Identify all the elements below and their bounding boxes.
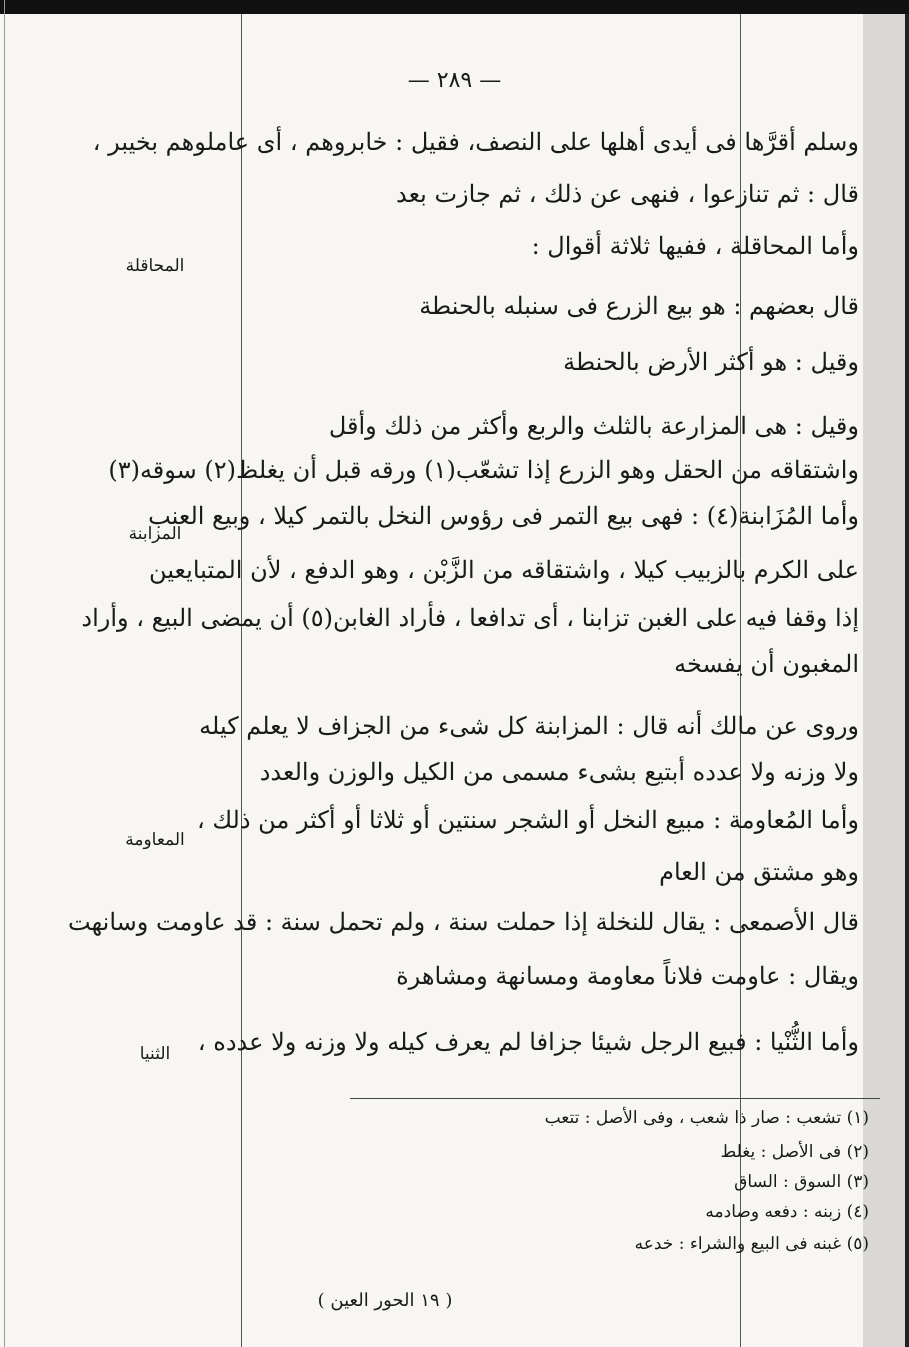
signature-mark: ( ١٩ الحور العين ) xyxy=(317,1290,453,1311)
body-line: المغبون أن يفسخه xyxy=(674,650,859,678)
footnote: (٣) السوق : الساق xyxy=(734,1172,869,1192)
footnote-separator xyxy=(350,1098,880,1099)
left-scan-edge xyxy=(4,0,5,1347)
footnote: (٤) زبنه : دفعه وصادمه xyxy=(705,1202,869,1222)
body-line: على الكرم بالزبيب كيلا ، واشتقاقه من الزَّبْن ، وهو الدفع ، لأن المتبايعين xyxy=(149,556,859,584)
body-line: وروى عن مالك أنه قال : المزابنة كل شىء من الجزاف لا يعلم كيله xyxy=(199,712,859,740)
body-line: واشتقاقه من الحقل وهو الزرع إذا تشعّب(١) ورقه قبل أن يغلظ(٢) سوقه(٣) xyxy=(108,456,859,484)
right-scan-margin xyxy=(863,14,909,1347)
body-line: ويقال : عاومت فلاناً معاومة ومسانهة ومشاهرة xyxy=(396,962,859,990)
body-line: وأما المحاقلة ، ففيها ثلاثة أقوال : xyxy=(531,232,859,260)
footnote: (٥) غبنه فى البيع والشراء : خدعه xyxy=(634,1234,869,1254)
margin-note: المحاقلة xyxy=(125,256,185,276)
body-line: قال بعضهم : هو بيع الزرع فى سنبله بالحنطة xyxy=(419,292,859,320)
body-line: وقيل : هو أكثر الأرض بالحنطة xyxy=(563,348,859,376)
body-line: وأما المُعاومة : مبيع النخل أو الشجر سنتين أو ثلاثا أو أكثر من ذلك ، xyxy=(196,806,859,834)
margin-note: الثنيا xyxy=(139,1044,171,1064)
body-line: قال الأصمعى : يقال للنخلة إذا حملت سنة ، ولم تحمل سنة : قد عاومت وسانهت xyxy=(68,908,859,936)
body-line: ولا وزنه ولا عدده أبتيع بشىء مسمى من الكيل والوزن والعدد xyxy=(259,758,859,786)
right-scan-edge xyxy=(905,14,909,1347)
body-line: وهو مشتق من العام xyxy=(659,858,859,886)
margin-note: المزابنة xyxy=(128,524,182,544)
body-line: وأما الثُّنْيا : فبيع الرجل شيئا جزافا لم يعرف كيله ولا وزنه ولا عدده ، xyxy=(197,1028,859,1056)
body-line: وقيل : هى المزارعة بالثلث والربع وأكثر من ذلك وأقل xyxy=(328,412,859,440)
margin-note: المعاومة xyxy=(125,830,185,850)
footnote: (٢) فى الأصل : يغلط xyxy=(720,1142,869,1162)
top-scan-border xyxy=(0,0,909,14)
footnote: (١) تشعب : صار ذا شعب ، وفى الأصل : تتعب xyxy=(544,1108,869,1128)
body-line: وسلم أقرَّها فى أيدى أهلها على النصف، فقيل : خابروهم ، أى عاملوهم بخيبر ، xyxy=(92,128,859,156)
body-line: وأما المُزَابنة(٤) : فهى بيع التمر فى رؤوس النخل بالتمر كيلا ، وبيع العنب xyxy=(148,502,859,530)
page-number: — ٢٨٩ — xyxy=(407,68,502,93)
body-line: إذا وقفا فيه على الغبن تزابنا ، أى تدافعا ، فأراد الغابن(٥) أن يمضى البيع ، وأراد xyxy=(81,604,859,632)
scan-fold-line-left xyxy=(241,14,242,1347)
body-line: قال : ثم تنازعوا ، فنهى عن ذلك ، ثم جازت بعد xyxy=(395,180,859,208)
